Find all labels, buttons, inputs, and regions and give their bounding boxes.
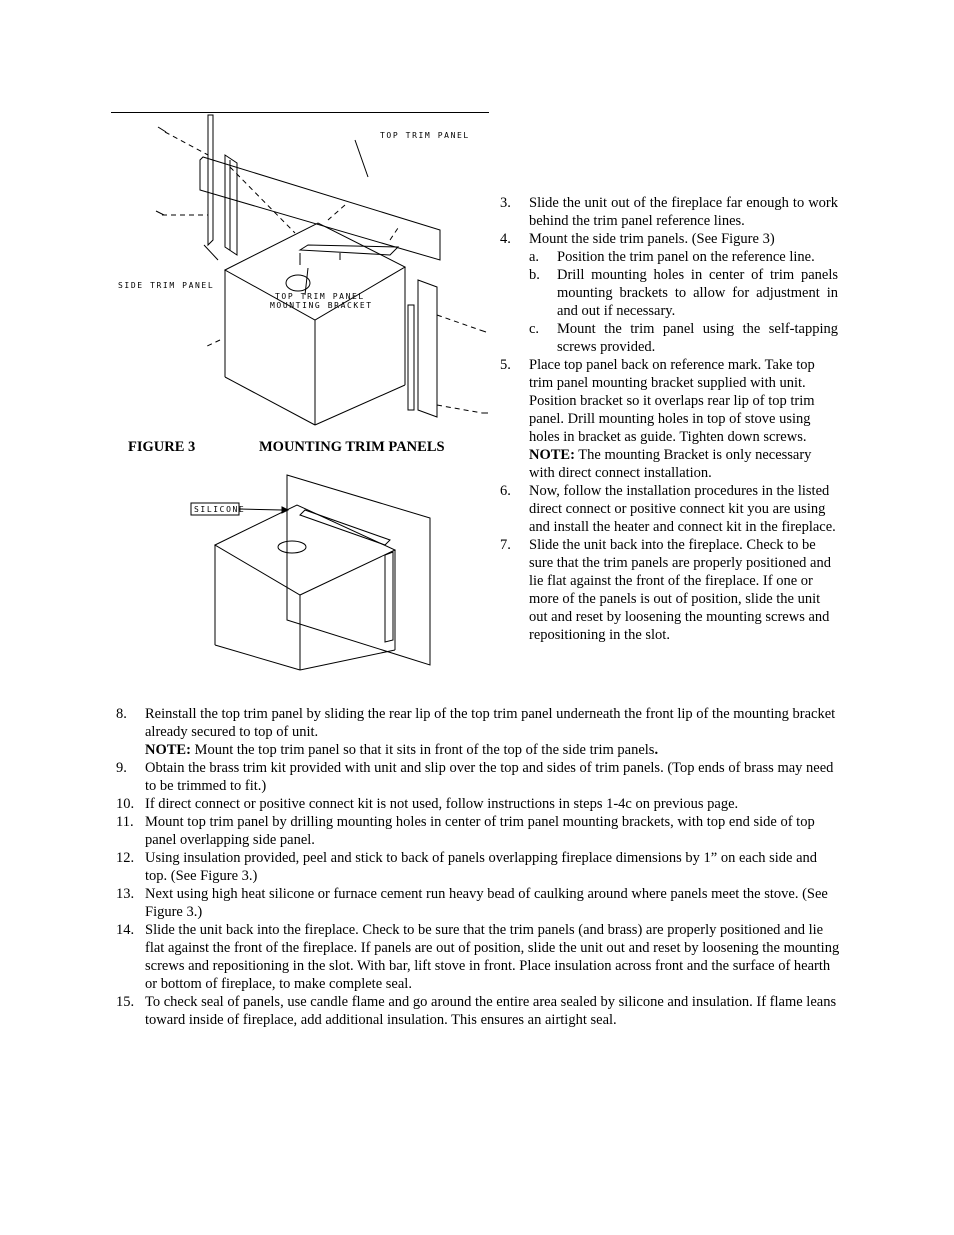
- right-side-trim-panel-shape: [418, 280, 437, 417]
- step-7: 7. Slide the unit back into the fireplace. Check to be sure that the trim panels are properly positioned and lie flat against the front of the fireplace. If one or more of the panels is out of position, slide the unit out and reset by loosening the mounting screws and repositioning in the slot.: [500, 537, 831, 643]
- stove-top-2: [215, 505, 395, 595]
- step-15: 15. To check seal of panels, use candle flame and go around the entire area sealed by silicone and insulation. If flame leans toward inside of fireplace, add additional insulation. This ensures an airtight seal.: [116, 994, 837, 1028]
- side-trim-panel-label: SIDE TRIM PANEL: [118, 281, 215, 290]
- step-9: 9. Obtain the brass trim kit provided with unit and slip over the top and sides of trim panels. (Top ends of brass may need to be trimmed to fit.): [116, 760, 834, 794]
- top-trim-panel-label: TOP TRIM PANEL: [380, 131, 470, 140]
- step-12: 12. Using insulation provided, peel and stick to back of panels overlapping fireplace dimensions by 1” on each side and top. (See Figure 3.): [116, 850, 818, 884]
- step-4b: b. Drill mounting holes in center of trim panels mounting brackets to allow for adjustment in and out if necessary.: [529, 267, 838, 319]
- bracket-label-line2: MOUNTING BRACKET: [270, 301, 373, 310]
- silicone-diagram: [185, 470, 445, 675]
- bottom-instructions: [116, 705, 842, 1029]
- step-14: 14. Slide the unit back into the fireplace. Check to be sure that the trim panels (and brass) are properly positioned and lie flat against the front of the fireplace. If panels are out of position, slide the unit out and reset by loosening the mounting screws and repositioning in the slot. With bar, lift stove in front. Place insulation across front and the surface of hearth or bottom of fireplace, to make complete seal.: [116, 922, 840, 992]
- bracket-label-line1: TOP TRIM PANEL: [275, 292, 365, 301]
- step-10: 10. If direct connect or positive connect kit is not used, follow instructions in steps 1-4c on previous page.: [116, 796, 739, 812]
- step-11: 11. Mount top trim panel by drilling mounting holes in center of trim panel mounting brackets, with top end side of top panel overlapping side panel.: [116, 814, 815, 848]
- step-4c: c. Mount the trim panel using the self-tapping screws provided.: [529, 321, 838, 355]
- figure-number: FIGURE 3: [128, 439, 196, 455]
- exploded-trim-diagram: [100, 105, 500, 430]
- silicone-label: SILICONE: [194, 505, 246, 514]
- step-8: 8. Reinstall the top trim panel by sliding the rear lip of the top trim panel underneath the front lip of the mounting bracket already secured to top of unit. NOTE: Mount the top trim panel so that it sits in front of the top of the side trim panels.: [116, 706, 836, 758]
- step-6: 6. Now, follow the installation procedures in the listed direct connect or positive connect kit you are using and install the heater and connect kit in the fireplace.: [500, 483, 836, 535]
- right-instructions: [500, 194, 838, 644]
- step-4a: a. Position the trim panel on the reference line.: [529, 249, 815, 265]
- step-3: 3. Slide the unit out of the fireplace far enough to work behind the trim panel reference lines.: [500, 195, 838, 229]
- step-4: 4. Mount the side trim panels. (See Figure 3): [500, 231, 775, 247]
- step-5: 5. Place top panel back on reference mark. Take top trim panel mounting bracket supplied with unit. Position bracket so it overlaps rear lip of top trim panel. Drill mounting holes in top of stove using holes in bracket as guide. Tighten down screws. NOTE: The mounting Bracket is only necessary with direct connect installation.: [500, 357, 815, 481]
- left-side-trim-panel-shape: [208, 115, 213, 245]
- figure-title: MOUNTING TRIM PANELS: [259, 439, 445, 455]
- top-trim-panel-shape: [200, 157, 440, 260]
- step-13: 13. Next using high heat silicone or furnace cement run heavy bead of caulking around where panels meet the stove. (See Figure 3.): [116, 886, 828, 920]
